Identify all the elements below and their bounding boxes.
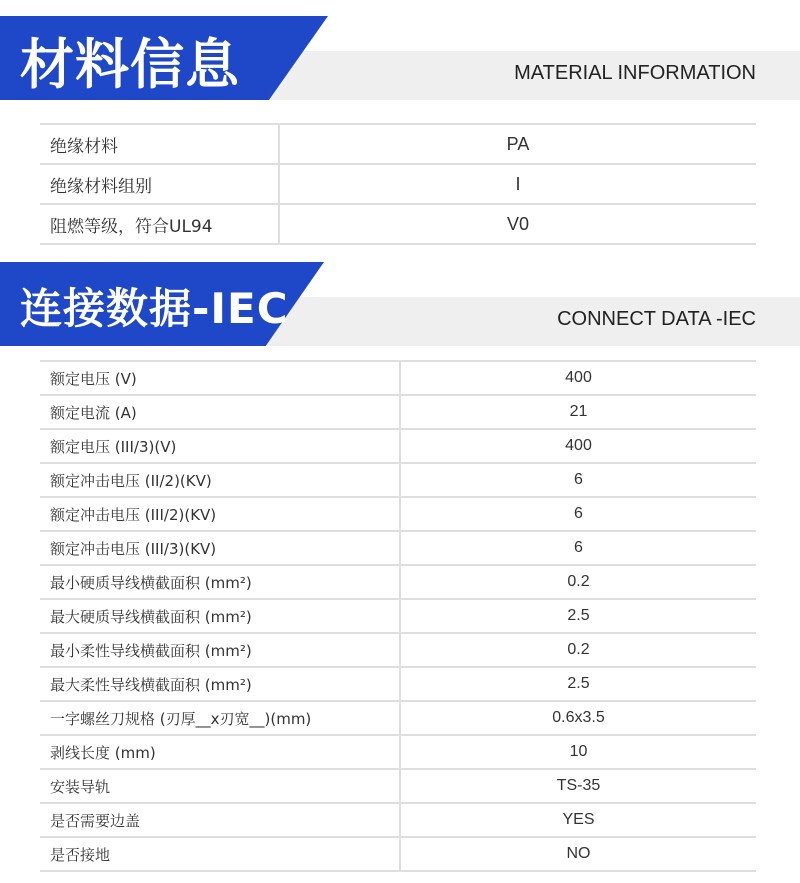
row-value: 2.5 (567, 607, 590, 624)
table-row (40, 362, 756, 396)
row-value: 6 (574, 471, 583, 488)
table-row (40, 396, 756, 430)
row-label: 是否接地 (40, 838, 401, 870)
row-label: 阻燃等级，符合UL94 (40, 205, 280, 243)
row-label: 额定冲击电压 (II/2)(KV) (40, 464, 401, 496)
table-row (40, 566, 756, 600)
table-row (40, 430, 756, 464)
row-label: 最大硬质导线横截面积 (mm²) (40, 600, 401, 632)
table-row (40, 770, 756, 804)
row-label: 最大柔性导线横截面积 (mm²) (40, 668, 401, 700)
row-value: 21 (569, 403, 588, 420)
row-value: 400 (565, 369, 592, 386)
section-banner-connect (0, 262, 800, 346)
table-row (40, 702, 756, 736)
section-subtitle: MATERIAL INFORMATION (514, 62, 756, 84)
section-subtitle: CONNECT DATA -IEC (557, 308, 756, 330)
row-label: 额定电压 (V) (40, 362, 401, 394)
row-label: 是否需要边盖 (40, 804, 401, 836)
row-label: 额定电流 (A) (40, 396, 401, 428)
row-value: I (515, 173, 521, 194)
row-value: V0 (506, 213, 530, 234)
row-value: PA (506, 133, 530, 154)
table-row (40, 804, 756, 838)
table-row (40, 165, 756, 205)
row-value: 6 (574, 539, 583, 556)
row-value: 400 (565, 437, 592, 454)
row-value: 2.5 (567, 675, 590, 692)
section-title: 材料信息 (20, 33, 240, 96)
row-value: 10 (569, 743, 588, 760)
connect-data-table (40, 360, 756, 872)
row-label: 安装导轨 (40, 770, 401, 802)
row-label: 额定冲击电压 (III/2)(KV) (40, 498, 401, 530)
table-row (40, 668, 756, 702)
row-label: 最小柔性导线横截面积 (mm²) (40, 634, 401, 666)
table-row (40, 532, 756, 566)
row-value: 0.2 (567, 641, 590, 658)
row-value: 0.2 (567, 573, 590, 590)
table-row (40, 125, 756, 165)
material-info-table (40, 123, 756, 245)
row-value: YES (562, 811, 595, 828)
table-row (40, 464, 756, 498)
row-label: 最小硬质导线横截面积 (mm²) (40, 566, 401, 598)
table-row (40, 634, 756, 668)
row-value: 0.6x3.5 (552, 709, 605, 726)
row-value: 6 (574, 505, 583, 522)
table-row (40, 600, 756, 634)
row-label: 额定电压 (III/3)(V) (40, 430, 401, 462)
row-label: 绝缘材料组别 (40, 165, 280, 203)
table-row (40, 838, 756, 872)
row-value: TS-35 (556, 777, 601, 794)
row-label: 一字螺丝刀规格 (刃厚__x刃宽__)(mm) (40, 702, 401, 734)
table-row (40, 205, 756, 245)
row-value: NO (566, 845, 591, 862)
section-title: 连接数据-IEC (20, 284, 289, 333)
table-row (40, 736, 756, 770)
row-label: 剥线长度 (mm) (40, 736, 401, 768)
table-row (40, 498, 756, 532)
row-label: 额定冲击电压 (III/3)(KV) (40, 532, 401, 564)
row-label: 绝缘材料 (40, 125, 280, 163)
section-banner-material (0, 16, 800, 100)
